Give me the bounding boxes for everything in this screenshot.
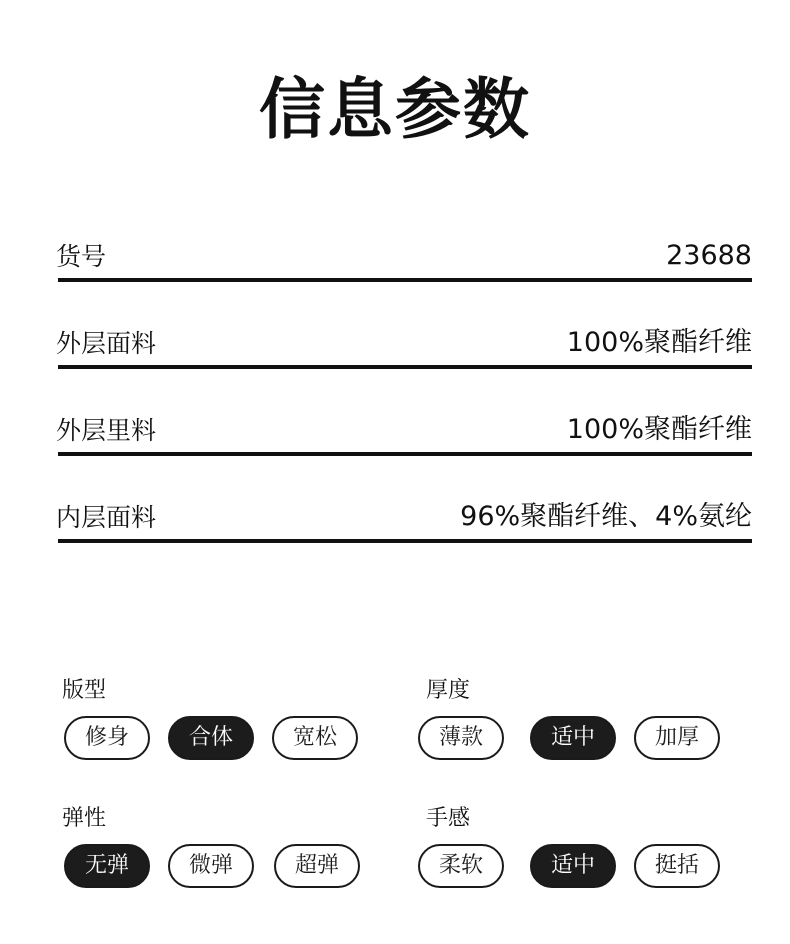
attribute-group-fit (62, 678, 402, 778)
row-divider (58, 452, 752, 456)
attribute-group-hand-feel (426, 806, 766, 906)
attribute-title: 厚度 (426, 678, 471, 703)
row-divider (58, 365, 752, 369)
option-pill[interactable]: 无弹 (64, 844, 150, 888)
option-pill[interactable]: 适中 (530, 716, 616, 760)
option-pill[interactable]: 宽松 (272, 716, 358, 760)
attribute-title: 弹性 (62, 806, 107, 831)
option-pill[interactable]: 挺括 (634, 844, 720, 888)
attribute-group-elasticity (62, 806, 402, 906)
attribute-group-thickness (426, 678, 766, 778)
row-divider (58, 539, 752, 543)
option-pill[interactable]: 适中 (530, 844, 616, 888)
spec-value: 23688 (666, 240, 752, 271)
option-pill[interactable]: 微弹 (168, 844, 254, 888)
attribute-title: 手感 (426, 806, 471, 831)
page-title: 信息参数 (259, 71, 531, 148)
spec-label: 货号 (56, 242, 107, 271)
spec-value: 100%聚酯纤维 (566, 327, 752, 358)
spec-row-outer-lining (56, 410, 752, 456)
option-pill[interactable]: 薄款 (418, 716, 504, 760)
option-pill[interactable]: 合体 (168, 716, 254, 760)
row-divider (58, 278, 752, 282)
option-pill[interactable]: 修身 (64, 716, 150, 760)
spec-row-inner-fabric (56, 497, 752, 543)
attribute-title: 版型 (62, 678, 107, 703)
option-pill[interactable]: 柔软 (418, 844, 504, 888)
spec-label: 外层里料 (56, 416, 157, 445)
spec-label: 外层面料 (56, 329, 157, 358)
option-pill[interactable]: 加厚 (634, 716, 720, 760)
spec-label: 内层面料 (56, 503, 157, 532)
spec-value: 100%聚酯纤维 (566, 414, 752, 445)
spec-row-outer-fabric (56, 323, 752, 369)
spec-value: 96%聚酯纤维、4%氨纶 (460, 501, 752, 532)
option-pill[interactable]: 超弹 (274, 844, 360, 888)
spec-row-item-number (56, 236, 752, 282)
